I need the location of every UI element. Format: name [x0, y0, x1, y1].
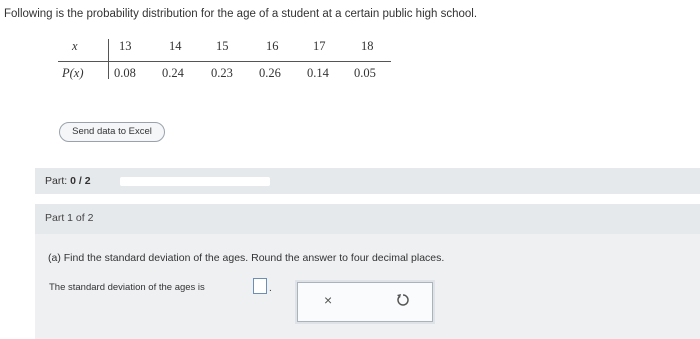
send-to-excel-button[interactable]: Send data to Excel: [59, 122, 165, 142]
part-label-text: Part:: [45, 175, 68, 187]
x-label: x: [72, 39, 78, 53]
p-label: P(x): [62, 66, 84, 80]
p-value: 0.23: [211, 66, 233, 80]
table-divider-vertical: [108, 39, 109, 79]
progress-track: [120, 177, 270, 186]
p-value: 0.14: [307, 66, 329, 80]
answer-input[interactable]: [253, 278, 267, 294]
question-text: (a) Find the standard deviation of the ages. Round the answer to four decimal places.: [48, 252, 445, 264]
table-divider-horizontal: [58, 61, 391, 62]
action-panel: [297, 282, 433, 322]
p-value: 0.05: [354, 66, 376, 80]
clear-button[interactable]: ×: [324, 292, 333, 308]
question-panel: [35, 234, 700, 339]
part-progress-value: 0 / 2: [70, 175, 91, 187]
p-value: 0.08: [114, 66, 136, 80]
answer-suffix: .: [269, 283, 272, 294]
part-title: Part 1 of 2: [45, 212, 94, 224]
x-value: 17: [313, 39, 326, 53]
undo-icon[interactable]: [395, 292, 411, 308]
x-value: 16: [266, 39, 279, 53]
p-value: 0.26: [259, 66, 281, 80]
part-label: [45, 175, 91, 187]
part-header: [35, 204, 700, 234]
x-value: 14: [169, 39, 182, 53]
x-value: 15: [216, 39, 229, 53]
x-value: 18: [361, 39, 374, 53]
intro-text: Following is the probability distribution for the age of a student at a certain public high school.: [4, 8, 478, 20]
part-progress-bar: [35, 168, 700, 194]
answer-prompt: The standard deviation of the ages is: [49, 282, 205, 293]
p-value: 0.24: [162, 66, 184, 80]
x-value: 13: [119, 39, 132, 53]
